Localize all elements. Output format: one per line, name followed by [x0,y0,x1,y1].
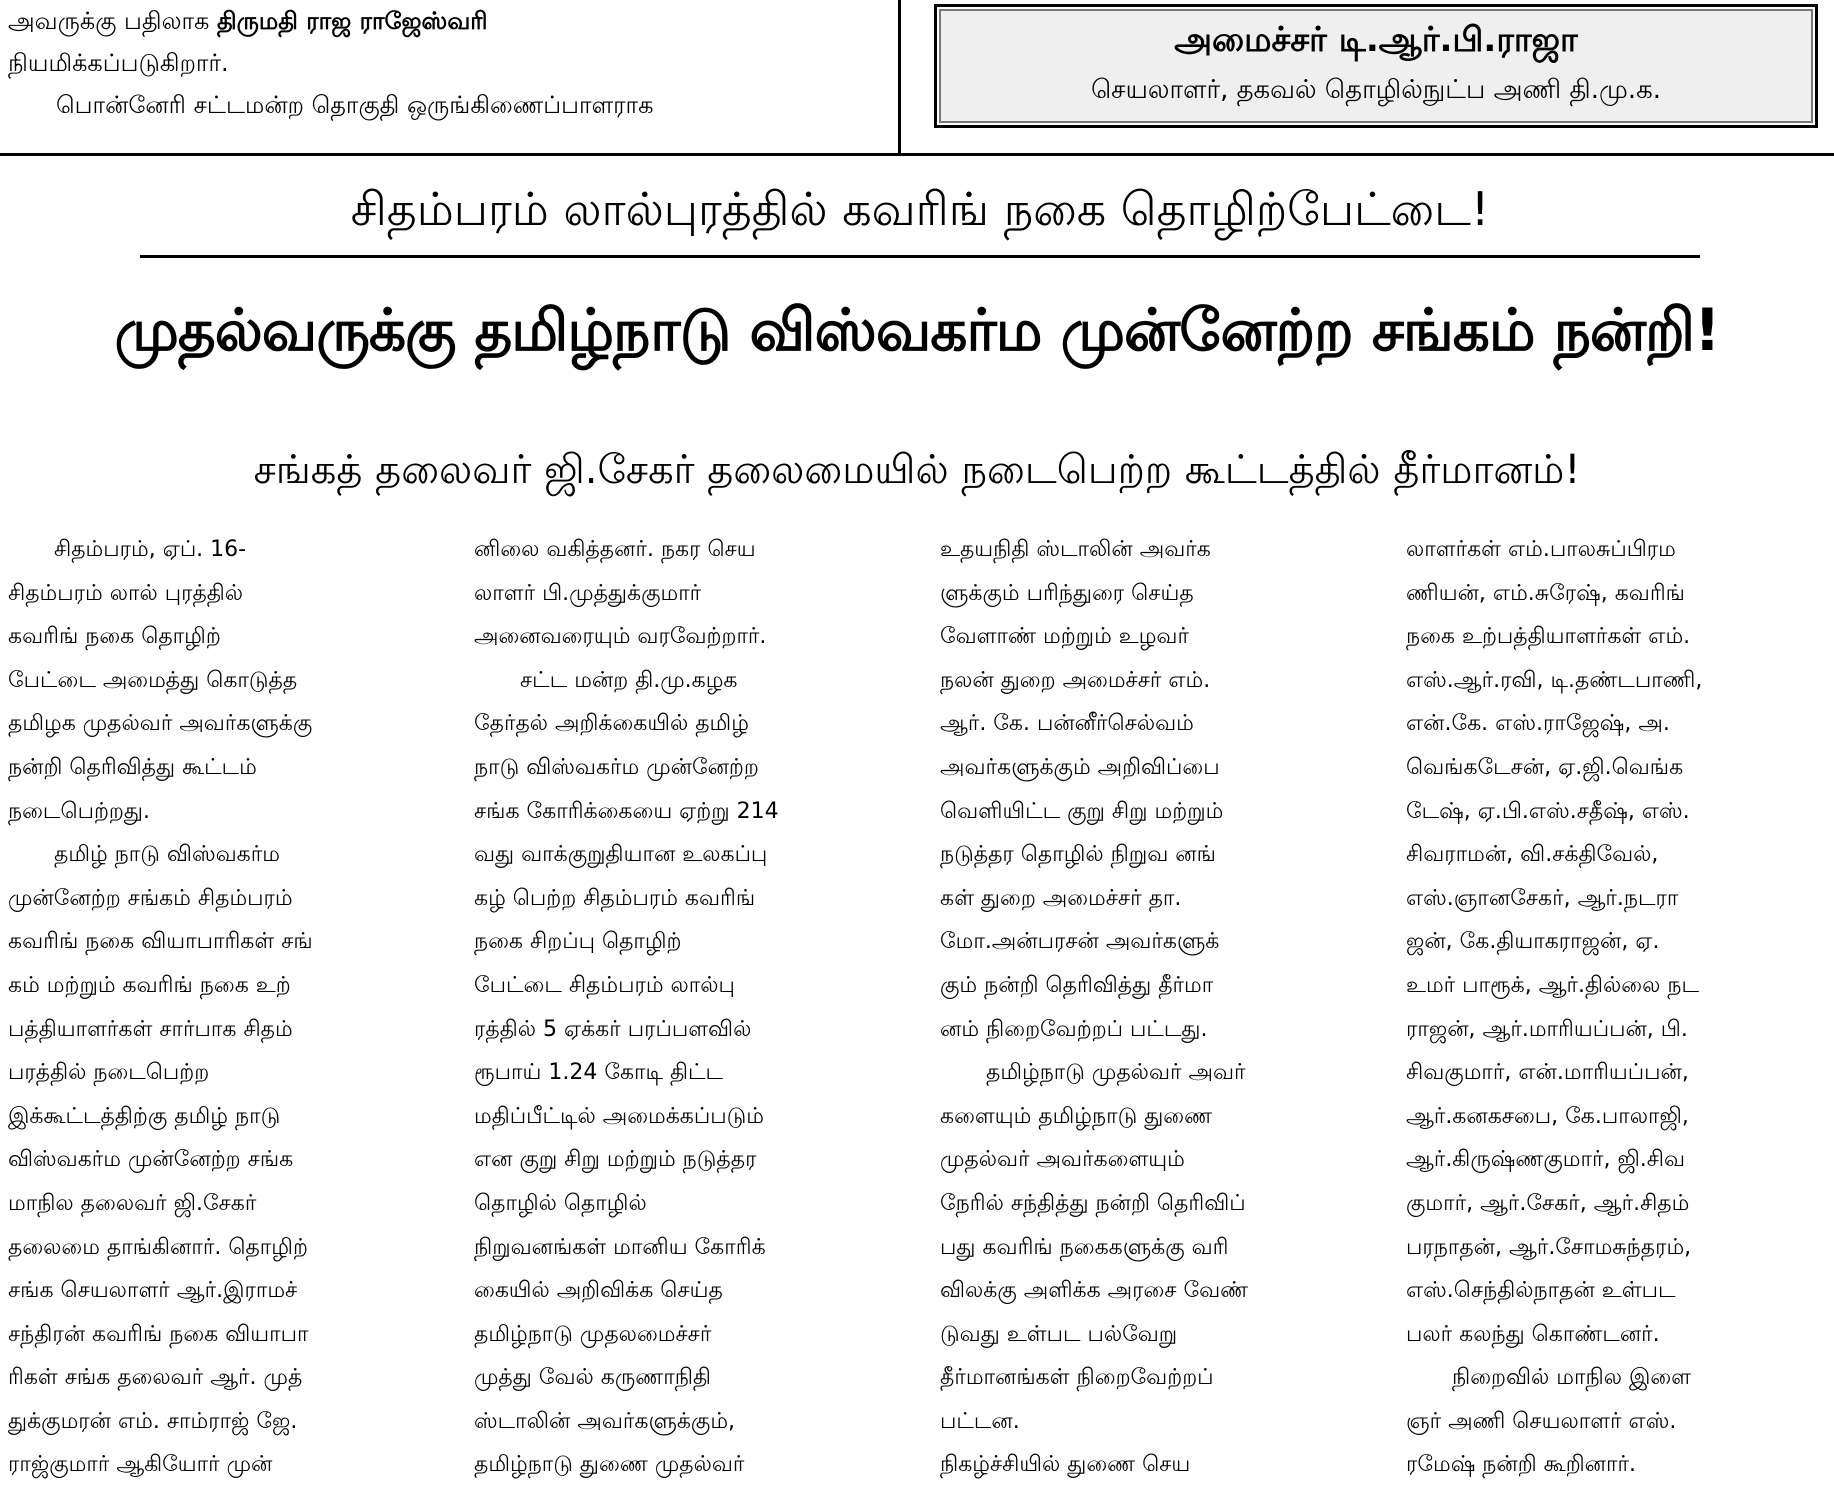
article-line: முத்து வேல் கருணாநிதி [474,1365,711,1391]
article-line: ரிகள் சங்க தலைவர் ஆர். முத் [8,1365,303,1391]
article-line: விலக்கு அளிக்க அரசை வேண் [940,1278,1249,1304]
article-line: ராஜன், ஆர்.மாரியப்பன், பி. [1406,1016,1688,1042]
article-column-1 [8,528,448,1478]
fragment-line-1 [8,0,888,42]
article-line: பட்டன. [940,1408,1020,1434]
article-line: துக்குமரன் எம். சாம்ராஜ் ஜே. [8,1408,298,1434]
deck-headline: சங்கத் தலைவர் ஜி.சேகர் தலைமையில் நடைபெற்ற கூட்டத்தில் தீர்மானம்! [253,447,1581,493]
article-line: உதயநிதி ஸ்டாலின் அவர்க [940,537,1211,562]
article-line: வெளியிட்ட குறு சிறு மற்றும் [940,798,1224,824]
article-line: மோ.அன்பரசன் அவர்களுக் [940,929,1220,955]
article-line: தமிழ்நாடு துணை முதல்வர் [474,1452,745,1478]
article-line: பது கவரிங் நகைகளுக்கு வரி [940,1234,1229,1260]
article-line: ளுக்கும் பரிந்துரை செய்த [940,580,1194,606]
article-line: பரநாதன், ஆர்.சோமசுந்தரம், [1406,1234,1692,1260]
fragment-text: அவருக்கு பதிலாக [8,7,218,35]
signatory-role: செயலாளர், தகவல் தொழில்நுட்ப அணி தி.மு.க. [1090,75,1662,105]
article-line: குமார், ஆர்.சேகர், ஆர்.சிதம் [1406,1190,1690,1216]
article-line: ஆர். கே. பன்னீர்செல்வம் [940,711,1194,737]
article-line: சிவராமன், வி.சக்திவேல், [1406,842,1659,868]
article-line: உமர் பாரூக், ஆர்.தில்லை நட [1406,972,1699,998]
article-line: முன்னேற்ற சங்கம் சிதம்பரம் [8,885,293,911]
article-line: நலன் துறை அமைச்சர் எம். [940,667,1211,693]
article-line: கையில் அறிவிக்க செய்த [474,1278,723,1304]
article-line: பேட்டை அமைத்து கொடுத்த [8,667,298,693]
fragment-name: திருமதி ராஜ ராஜேஸ்வரி [217,7,488,35]
article-line: நகை உற்பத்தியாளர்கள் எம். [1406,624,1691,650]
headline-rule [140,255,1700,258]
article-line: லாளர்கள் எம்.பாலசுப்பிரம [1406,537,1676,562]
article-line: சிதம்பரம் லால் புரத்தில் [8,580,244,606]
article-line: என குறு சிறு மற்றும் நடுத்தர [474,1147,757,1173]
article-line: னிலை வகித்தனர். நகர செய [474,537,756,562]
article-line: முதல்வர் அவர்களையும் [940,1147,1185,1173]
article-line: ராஜ்குமார் ஆகியோர் முன் [8,1452,273,1478]
article-line: எஸ்.செந்தில்நாதன் உள்பட [1406,1278,1676,1304]
article-line: நேரில் சந்தித்து நன்றி தெரிவிப் [940,1190,1246,1216]
article-line: நிறைவில் மாநில இளை [1452,1365,1692,1391]
article-line: எஸ்.ஆர்.ரவி, டி.தண்டபாணி, [1406,667,1703,693]
article-column-3 [940,528,1380,1478]
article-line: சந்திரன் கவரிங் நகை வியாபா [8,1321,309,1347]
article-line: தீர்மானங்கள் நிறைவேற்றப் [940,1365,1214,1391]
article-line: நடைபெற்றது. [8,798,150,824]
article-line: ஜன், கே.தியாகராஜன், ஏ. [1406,929,1660,955]
article-line: களையும் தமிழ்நாடு துணை [940,1103,1213,1129]
article-line: நகை சிறப்பு தொழிற் [474,929,682,955]
article-line: நிகழ்ச்சியில் துணை செய [940,1452,1191,1478]
article-line: மதிப்பீட்டில் அமைக்கப்படும் [474,1103,764,1129]
article-line: தேர்தல் அறிக்கையில் தமிழ் [474,711,749,737]
article-line: என்.கே. எஸ்.ராஜேஷ், அ. [1406,711,1670,737]
article-line: கும் நன்றி தெரிவித்து தீர்மா [940,972,1214,998]
article-line: விஸ்வகர்ம முன்னேற்ற சங்க [8,1147,294,1173]
article-line: ஞர் அணி செயலாளர் எஸ். [1406,1408,1677,1434]
article-line: அவர்களுக்கும் அறிவிப்பை [940,754,1220,780]
article-line: இக்கூட்டத்திற்கு தமிழ் நாடு [8,1103,281,1129]
article-line: ஸ்டாலின் அவர்களுக்கும், [474,1408,736,1434]
article-line: பரத்தில் நடைபெற்ற [8,1060,210,1086]
article-line: கவரிங் நகை தொழிற் [8,624,221,650]
article-line: தமிழ் நாடு விஸ்வகர்ம [54,842,280,868]
article-line: வேளாண் மற்றும் உழவர் [940,624,1189,650]
signatory-name: அமைச்சர் டி.ஆர்.பி.ராஜா [1174,20,1578,60]
previous-article-fragment [8,0,888,150]
article-column-2 [474,528,914,1478]
article-line: அனைவரையும் வரவேற்றார். [474,624,767,650]
article-line: ரூபாய் 1.24 கோடி திட்ட [474,1060,724,1086]
top-strip [0,0,1834,156]
article-line: ரத்தில் 5 ஏக்கர் பரப்பளவில் [474,1016,752,1042]
article-line: நாடு விஸ்வகர்ம முன்னேற்ற [474,754,759,780]
article-line: ஆர்.கிருஷ்ணகுமார், ஜி.சிவ [1406,1147,1686,1173]
article-line: லாளர் பி.முத்துக்குமார் [474,580,702,606]
fragment-line-3: பொன்னேரி சட்டமன்ற தொகுதி ஒருங்கிணைப்பாளராக [56,91,654,119]
article-line: நடுத்தர தொழில் நிறுவ னங் [940,842,1216,868]
article-line: தமிழ்நாடு முதலமைச்சர் [474,1321,712,1347]
article-column-4 [1406,528,1826,1478]
article-line: தொழில் தொழில் [474,1190,647,1216]
article-line: தமிழக முதல்வர் அவர்களுக்கு [8,711,313,737]
article-line: பேட்டை சிதம்பரம் லால்பு [474,972,735,998]
article-line: மாநில தலைவர் ஜி.சேகர் [8,1190,257,1216]
article-line: வது வாக்குறுதியான உலகப்பு [474,842,768,868]
article-line: கள் துறை அமைச்சர் தா. [940,885,1182,911]
kicker-headline: சிதம்பரம் லால்புரத்தில் கவரிங் நகை தொழிற்பேட்டை! [350,182,1490,236]
article-line: சங்க கோரிக்கையை ஏற்று 214 [474,798,779,824]
article-line: கழ் பெற்ற சிதம்பரம் கவரிங் [474,885,756,911]
article-line: சங்க செயலாளர் ஆர்.இராமச் [8,1278,298,1304]
article-line: சிதம்பரம், ஏப். 16- [54,537,247,562]
article-line: கம் மற்றும் கவரிங் நகை உற் [8,972,291,998]
article-line: தலைமை தாங்கினார். தொழிற் [8,1234,308,1260]
main-headline: முதல்வருக்கு தமிழ்நாடு விஸ்வகர்ம முன்னேற்ற சங்கம் நன்றி! [114,296,1720,364]
article-line: சட்ட மன்ற தி.மு.கழக [520,667,738,693]
article-line: தமிழ்நாடு முதல்வர் அவர் [986,1060,1246,1086]
fragment-line-2: நியமிக்கப்படுகிறார். [8,49,229,77]
article-line: பத்தியாளர்கள் சார்பாக சிதம் [8,1016,293,1042]
article-line: கவரிங் நகை வியாபாரிகள் சங் [8,929,313,955]
article-line: எஸ்.ஞானசேகர், ஆர்.நடரா [1406,885,1679,911]
article-line: நன்றி தெரிவித்து கூட்டம் [8,754,257,780]
article-body [0,528,1834,1478]
article-line: டுவது உள்பட பல்வேறு [940,1321,1178,1347]
article-line: ஆர்.கனகசபை, கே.பாலாஜி, [1406,1103,1689,1129]
article-line: பலர் கலந்து கொண்டனர். [1406,1321,1660,1347]
article-line: நிறுவனங்கள் மானிய கோரிக் [474,1234,766,1260]
article-line: சிவகுமார், என்.மாரியப்பன், [1406,1060,1689,1086]
signature-box [934,4,1818,128]
column-divider [898,0,901,153]
article-line: ணியன், எம்.சுரேஷ், கவரிங் [1406,580,1685,606]
article-line: ரமேஷ் நன்றி கூறினார். [1406,1452,1636,1478]
article-line: டேஷ், ஏ.பி.எஸ்.சதீஷ், எஸ். [1406,798,1690,824]
article-line: வெங்கடேசன், ஏ.ஜி.வெங்க [1406,754,1684,780]
article-line: னம் நிறைவேற்றப் பட்டது. [940,1016,1208,1042]
